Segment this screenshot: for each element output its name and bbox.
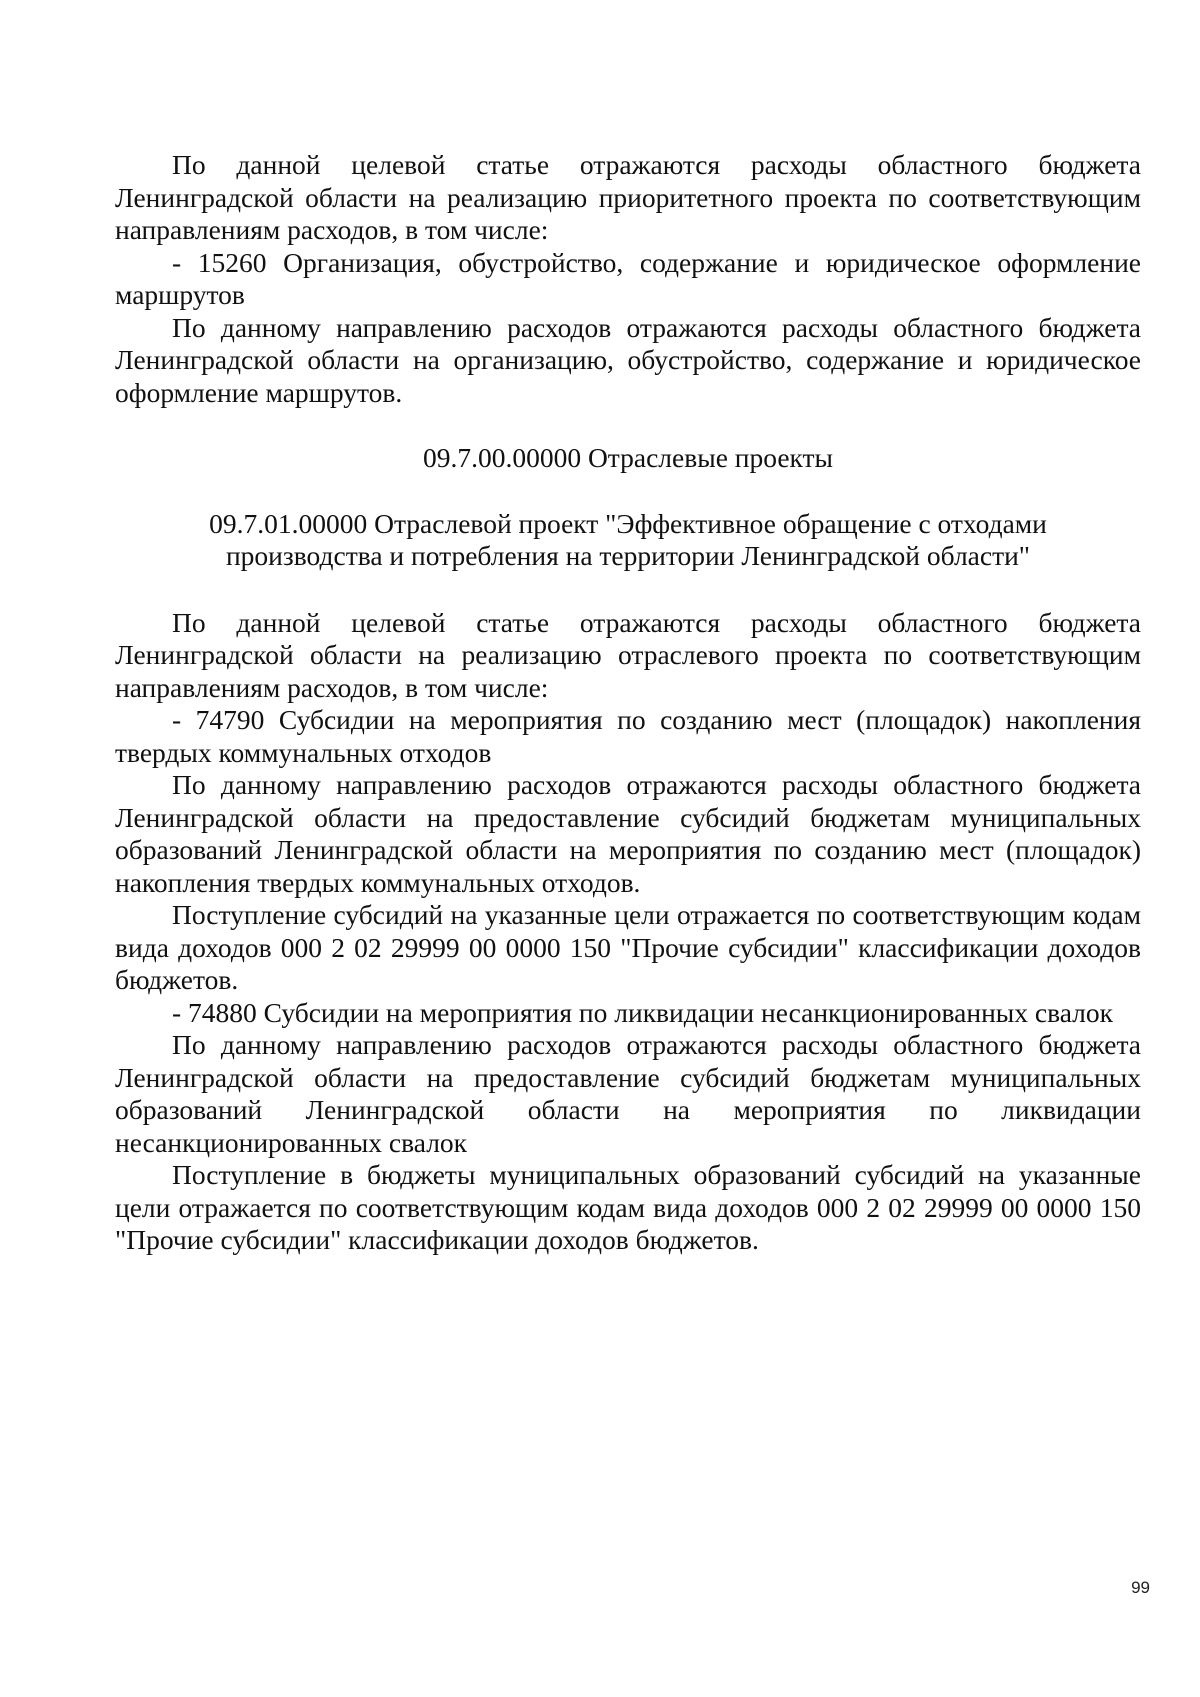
- page-number: 99: [1131, 1578, 1150, 1597]
- paragraph-direction-74790-description: По данному направлению расходов отражаются расходы областного бюджета Ленинградской области на предоставление субсидий бюджетам муниципальных образований Ленинградской области на мероприятия по созданию мест (площадок) накопления твердых коммунальных отходов.: [115, 769, 1141, 898]
- paragraph-direction-74880-description: По данному направлению расходов отражаются расходы областного бюджета Ленинградской области на предоставление субсидий бюджетам муниципальных образований Ленинградской области на мероприятия по ликвидации несанкционированных свалок: [115, 1029, 1141, 1158]
- section-heading-sector-projects: 09.7.00.00000 Отраслевые проекты: [422, 442, 834, 473]
- document-body: [115, 149, 1141, 1257]
- paragraph-direction-15260: - 15260 Организация, обустройство, содержание и юридическое оформление маршрутов: [115, 246, 1141, 310]
- paragraph-direction-74880: - 74880 Субсидии на мероприятия по ликвидации несанкционированных свалок: [172, 996, 1114, 1028]
- paragraph-target-article-intro: По данной целевой статье отражаются расходы областного бюджета Ленинградской области на реализацию приоритетного проекта по соответствующим направлениям расходов, в том числе:: [115, 149, 1141, 245]
- section-heading-waste-project: 09.7.01.00000 Отраслевой проект "Эффективное обращение с отходами производства и потребления на территории Ленинградской области": [209, 507, 1047, 571]
- paragraph-direction-74790-revenue: Поступление субсидий на указанные цели отражается по соответствующим кодам вида доходов 000 2 02 29999 00 0000 150 "Прочие субсидии" классификации доходов бюджетов.: [115, 899, 1141, 995]
- paragraph-direction-74880-revenue: Поступление в бюджеты муниципальных образований субсидий на указанные цели отражается по соответствующим кодам вида доходов 000 2 02 29999 00 0000 150 "Прочие субсидии" классификации доходов бюджетов.: [115, 1159, 1141, 1255]
- paragraph-direction-15260-description: По данному направлению расходов отражаются расходы областного бюджета Ленинградской области на организацию, обустройство, содержание и юридическое оформление маршрутов.: [115, 311, 1141, 408]
- paragraph-sector-project-intro: По данной целевой статье отражаются расходы областного бюджета Ленинградской области на реализацию отраслевого проекта по соответствующим направлениям расходов, в том числе:: [115, 606, 1141, 703]
- paragraph-direction-74790: - 74790 Субсидии на мероприятия по созданию мест (площадок) накопления твердых коммунальных отходов: [115, 704, 1141, 768]
